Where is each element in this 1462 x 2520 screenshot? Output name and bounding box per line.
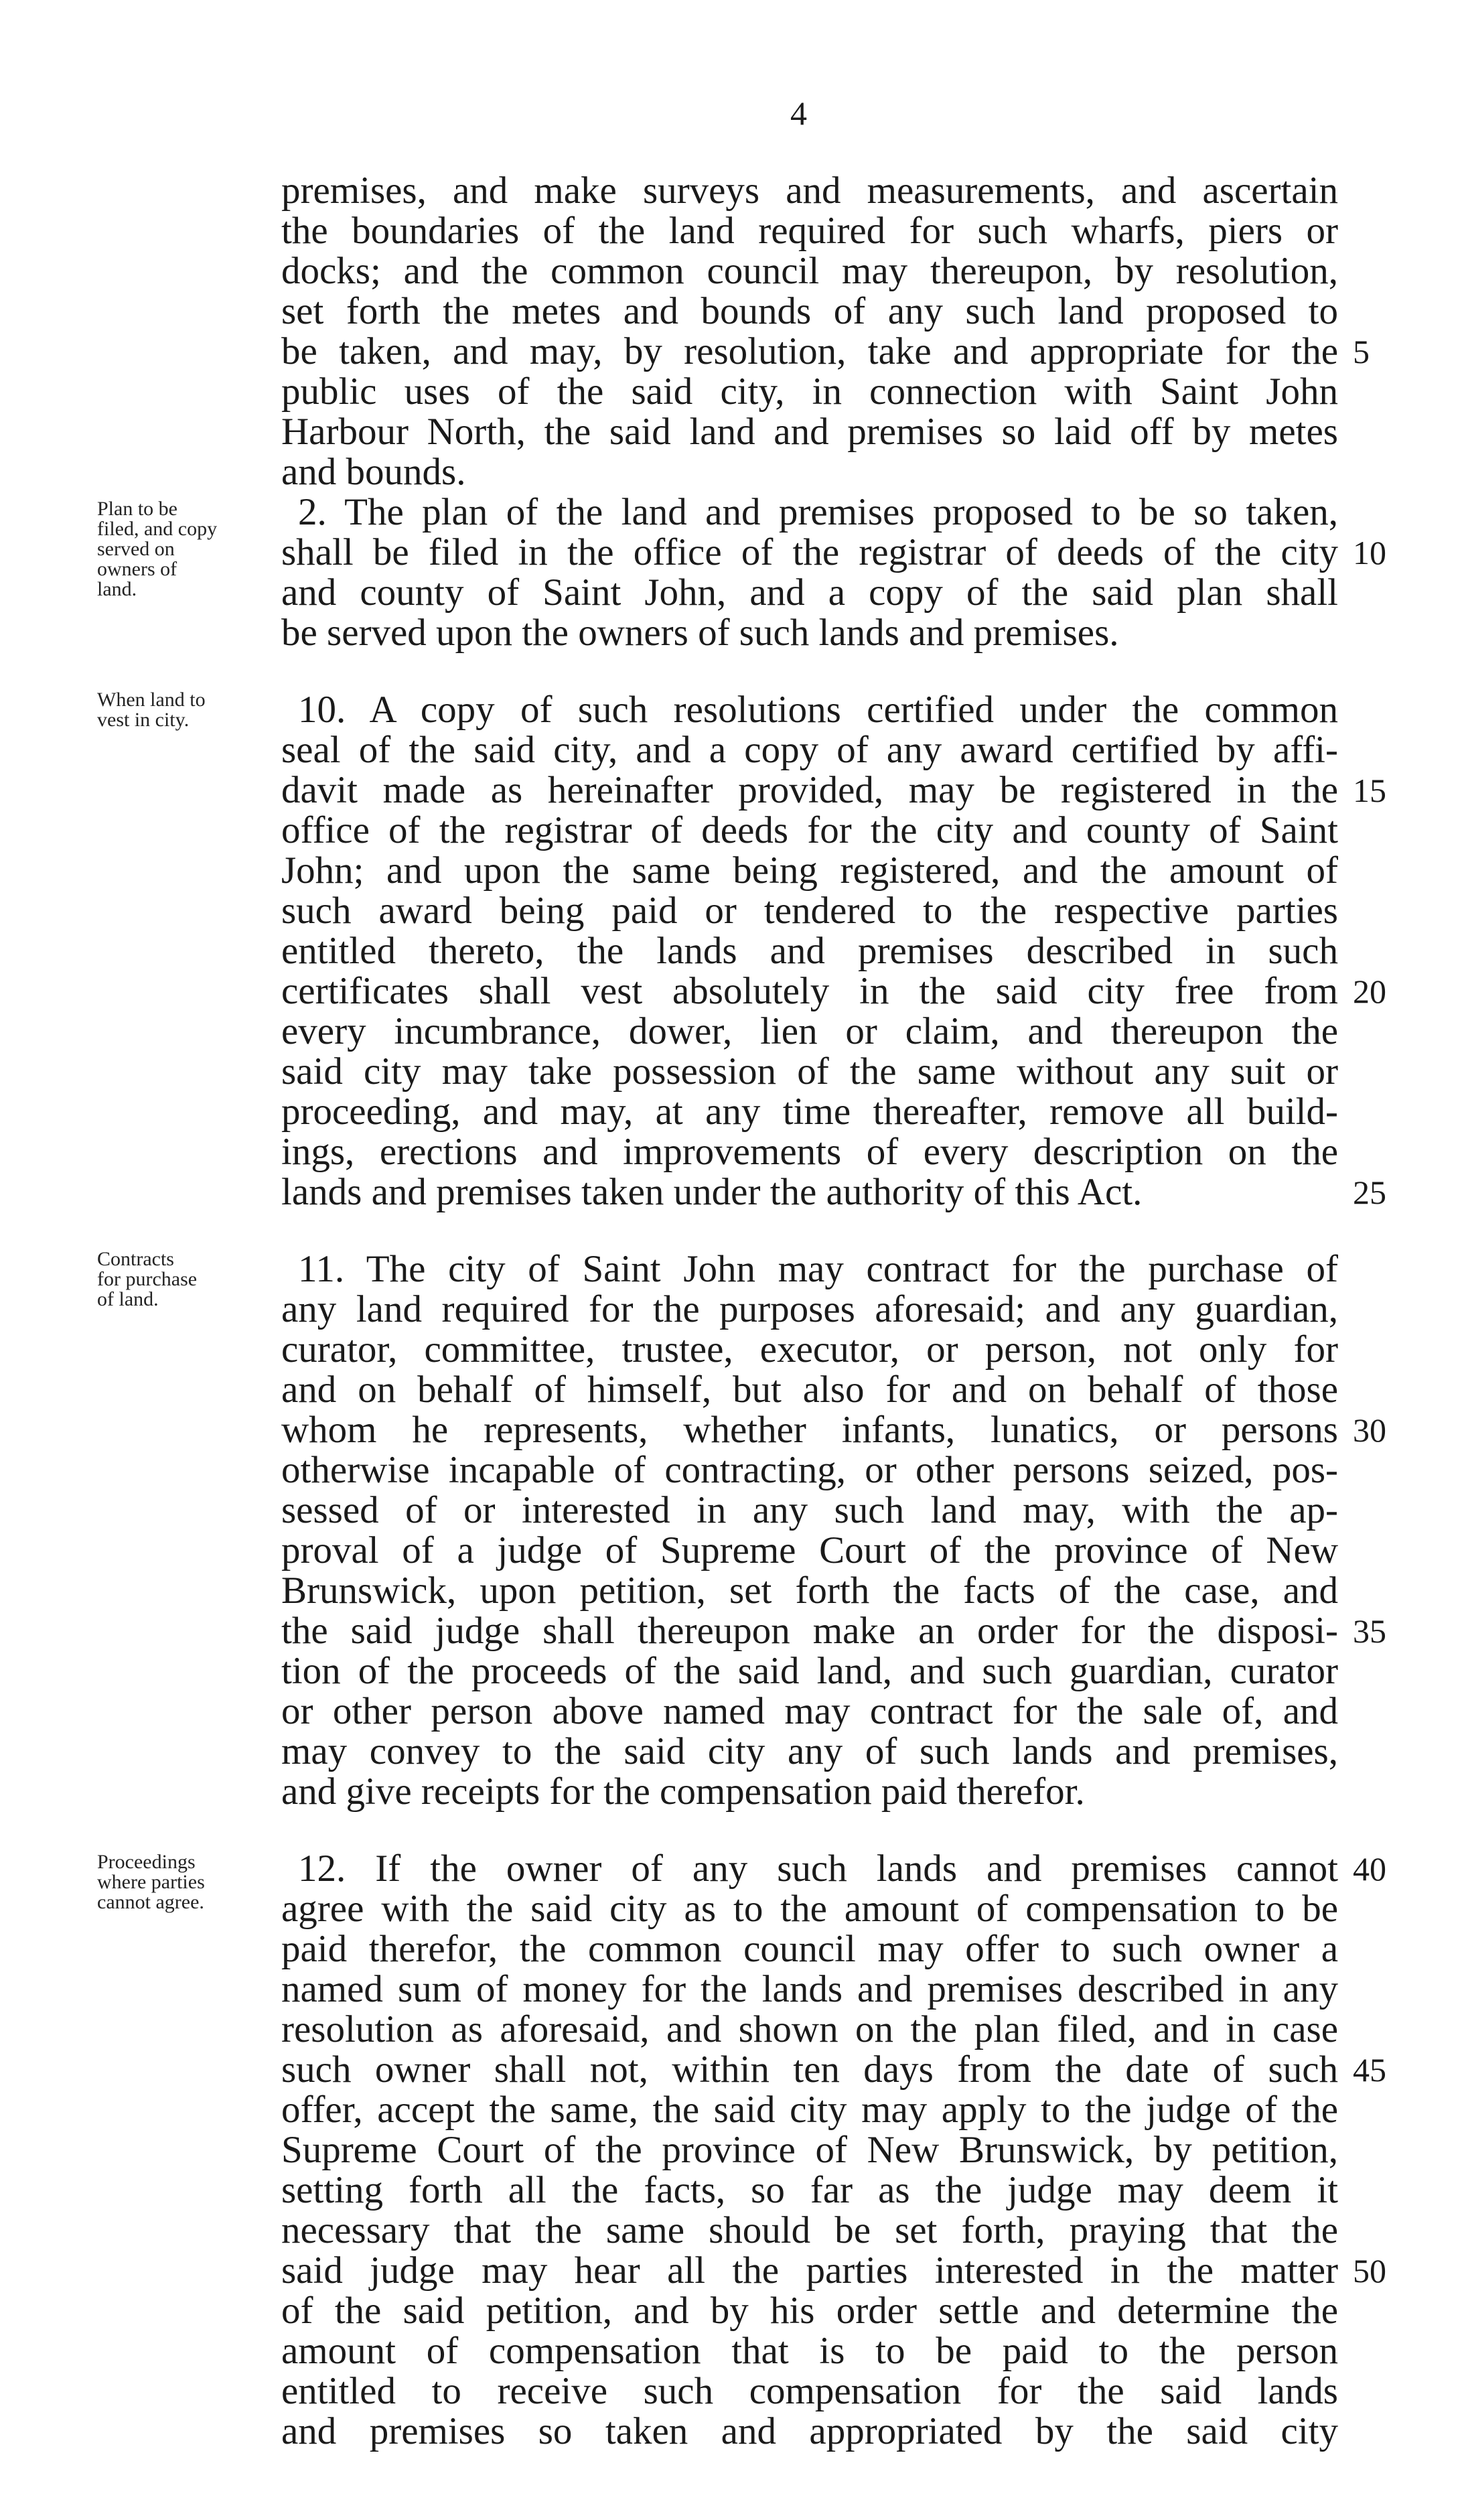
margin-note-line: for purchase (97, 1268, 198, 1290)
body-line: Brunswick, upon petition, set forth the facts of the case, and (281, 1569, 1338, 1612)
margin-note-line: Contracts (97, 1248, 174, 1270)
line-number: 5 (1353, 333, 1370, 370)
body-line: such owner shall not, within ten days from the date of such (281, 2048, 1338, 2091)
body-line: and bounds. (281, 451, 466, 493)
body-line: of the said petition, and by his order settle and determine the (281, 2290, 1338, 2332)
margin-note-line: Proceedings (97, 1851, 196, 1873)
margin-note-line: owners of (97, 558, 177, 580)
body-line: office of the registrar of deeds for the city and county of Saint (281, 809, 1338, 851)
body-line: tion of the proceeds of the said land, and such guardian, curator (281, 1650, 1338, 1692)
body-line: offer, accept the same, the said city may apply to the judge of the (281, 2089, 1338, 2131)
margin-note-line: of land. (97, 1288, 159, 1310)
margin-note-proceedings (97, 1852, 271, 1912)
body-line: may convey to the said city any of such lands and premises, (281, 1730, 1338, 1772)
margin-note-contracts (97, 1249, 271, 1310)
margin-note-line: land. (97, 578, 137, 600)
margin-note-line: When land to (97, 689, 206, 711)
body-line: amount of compensation that is to be paid to the person (281, 2330, 1338, 2372)
page-number: 4 (790, 94, 807, 132)
body-line: be taken, and may, by resolution, take and appropriate for the (281, 330, 1338, 372)
body-line: and premises so taken and appropriated by the said city (281, 2410, 1338, 2452)
body-line: agree with the said city as to the amount of compensation to be (281, 1888, 1338, 1930)
body-line: proval of a judge of Supreme Court of the province of New (281, 1529, 1338, 1571)
body-line: be served upon the owners of such lands and premises. (281, 612, 1119, 654)
body-line: and on behalf of himself, but also for and on behalf of those (281, 1369, 1338, 1411)
body-line: John; and upon the same being registered, and the amount of (281, 849, 1338, 892)
margin-note-line: cannot agree. (97, 1891, 204, 1913)
body-line: lands and premises taken under the authority of this Act. (281, 1171, 1143, 1213)
margin-note-line: vest in city. (97, 709, 190, 731)
body-line: and give receipts for the compensation paid therefor. (281, 1770, 1085, 1813)
body-line: sessed of or interested in any such land may, with the ap- (281, 1489, 1338, 1531)
body-line: public uses of the said city, in connection with Saint John (281, 370, 1338, 413)
body-line: setting forth all the facts, so far as the judge may deem it (281, 2169, 1338, 2211)
margin-note-plan-filed (97, 499, 271, 600)
body-line: premises, and make surveys and measurements, and ascertain (281, 169, 1338, 212)
body-line: the said judge shall thereupon make an order for the disposi- (281, 1610, 1338, 1652)
margin-note-line: filed, and copy (97, 518, 218, 540)
body-line: whom he represents, whether infants, lunatics, or persons (281, 1409, 1338, 1451)
body-line: such award being paid or tendered to the respective parties (281, 890, 1338, 932)
body-line: any land required for the purposes aforesaid; and any guardian, (281, 1288, 1338, 1330)
margin-note-line: served on (97, 538, 175, 560)
body-line: or other person above named may contract for the sale of, and (281, 1690, 1338, 1732)
body-line: Supreme Court of the province of New Brunswick, by petition, (281, 2129, 1338, 2171)
margin-note-line: Plan to be (97, 498, 177, 520)
margin-note-line: where parties (97, 1871, 205, 1893)
line-number: 35 (1353, 1612, 1386, 1650)
margin-note-land-vest (97, 690, 271, 730)
line-number: 10 (1353, 534, 1386, 571)
body-line: certificates shall vest absolutely in the said city free from (281, 970, 1338, 1012)
line-number: 40 (1353, 1850, 1386, 1888)
body-line: docks; and the common council may thereupon, by resolution, (281, 250, 1338, 292)
body-line: said judge may hear all the parties interested in the matter (281, 2249, 1338, 2292)
body-line: and county of Saint John, and a copy of the said plan shall (281, 571, 1338, 614)
section-first-line: 11. The city of Saint John may contract for the purchase of (298, 1248, 1338, 1290)
line-number: 15 (1353, 772, 1386, 809)
body-line: curator, committee, trustee, executor, or person, not only for (281, 1328, 1338, 1371)
body-line: necessary that the same should be set forth, praying that the (281, 2209, 1338, 2251)
body-line: shall be filed in the office of the registrar of deeds of the city (281, 531, 1338, 573)
line-number: 50 (1353, 2252, 1386, 2290)
body-line: otherwise incapable of contracting, or other persons seized, pos- (281, 1449, 1338, 1491)
body-line: Harbour North, the said land and premises so laid off by metes (281, 411, 1338, 453)
body-line: named sum of money for the lands and premises described in any (281, 1968, 1338, 2010)
line-number: 30 (1353, 1411, 1386, 1449)
line-number: 25 (1353, 1174, 1386, 1211)
body-line: 2. The plan of the land and premises proposed to be so taken, (298, 491, 1338, 533)
body-line: every incumbrance, dower, lien or claim, and thereupon the (281, 1010, 1338, 1052)
line-number: 20 (1353, 973, 1386, 1010)
body-line: paid therefor, the common council may offer to such owner a (281, 1928, 1338, 1970)
body-line: ings, erections and improvements of every description on the (281, 1131, 1338, 1173)
body-line: set forth the metes and bounds of any such land proposed to (281, 290, 1338, 332)
line-number: 45 (1353, 2051, 1386, 2089)
section-first-line: 10. A copy of such resolutions certified under the common (298, 689, 1338, 731)
body-line: proceeding, and may, at any time thereafter, remove all build- (281, 1091, 1338, 1133)
body-line: the boundaries of the land required for such wharfs, piers or (281, 210, 1338, 252)
section-first-line: 12. If the owner of any such lands and premises cannot (298, 1847, 1338, 1890)
body-line: resolution as aforesaid, and shown on the plan filed, and in case (281, 2008, 1338, 2050)
body-line: entitled thereto, the lands and premises described in such (281, 930, 1338, 972)
body-line: entitled to receive such compensation for the said lands (281, 2370, 1338, 2412)
body-line: said city may take possession of the same without any suit or (281, 1050, 1338, 1093)
body-line: davit made as hereinafter provided, may be registered in the (281, 769, 1338, 811)
body-line: seal of the said city, and a copy of any award certified by affi- (281, 729, 1338, 771)
